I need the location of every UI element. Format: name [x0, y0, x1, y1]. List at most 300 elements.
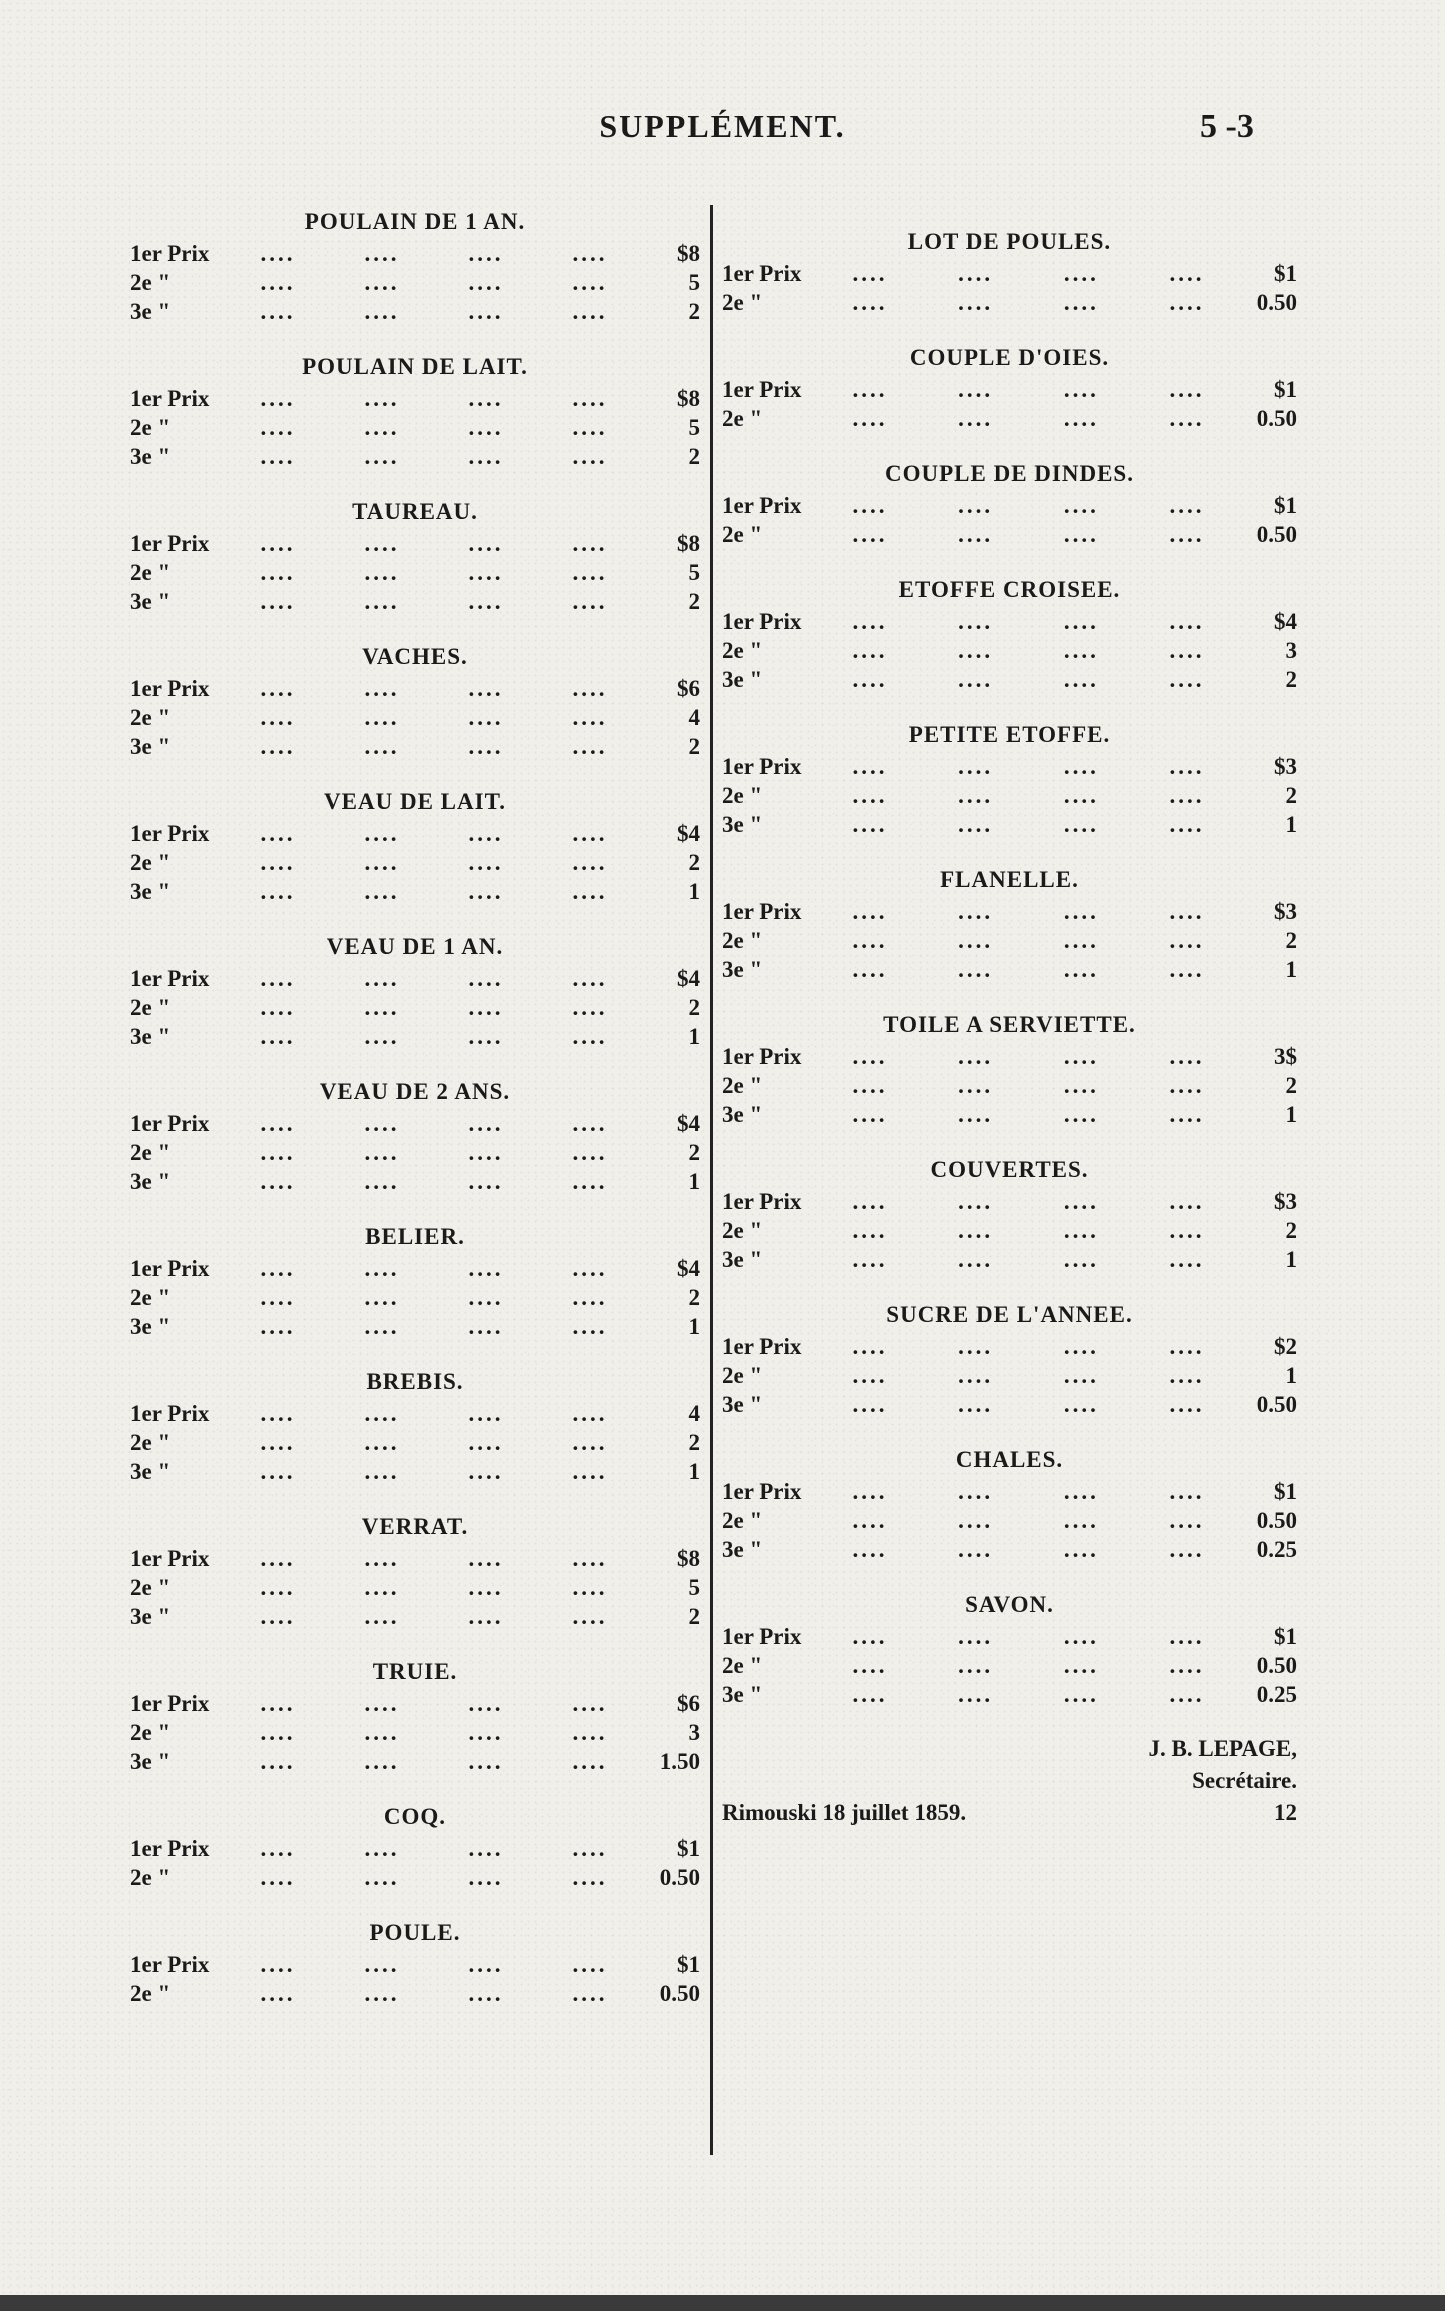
prize-amount: 2: [1285, 783, 1297, 808]
prize-rank: 2e ": [130, 1575, 171, 1600]
section-title: COUVERTES.: [930, 1157, 1089, 1182]
prize-rank: 1er Prix: [722, 493, 802, 518]
dot-leaders: .... .... .... ....: [852, 1392, 1205, 1417]
prize-amount: 2: [688, 850, 700, 875]
prize-row: [130, 877, 700, 906]
prize-amount: $8: [677, 386, 700, 411]
prize-amount: 1: [688, 1314, 700, 1339]
dot-leaders: .... .... .... ....: [852, 754, 1205, 779]
dot-leaders: .... .... .... ....: [260, 1981, 608, 2006]
prize-rank: 3e ": [130, 1459, 171, 1484]
dot-leaders: .... .... .... ....: [852, 1624, 1205, 1649]
prize-section: [130, 1916, 700, 2008]
bottom-edge-band: [0, 2295, 1445, 2311]
prize-amount: 4: [688, 1401, 700, 1426]
prize-amount: $6: [677, 1691, 700, 1716]
prize-amount: 2: [688, 995, 700, 1020]
prize-row: [722, 1042, 1297, 1071]
prize-amount: 2: [688, 589, 700, 614]
dot-leaders: .... .... .... ....: [852, 957, 1205, 982]
prize-section: [722, 1443, 1297, 1564]
section-title: COUPLE D'OIES.: [909, 345, 1110, 370]
prize-rank: 1er Prix: [130, 386, 210, 411]
right-column: [722, 225, 1297, 1829]
dot-leaders: .... .... .... ....: [260, 1169, 608, 1194]
dot-leaders: .... .... .... ....: [260, 444, 608, 469]
prize-amount: 0.50: [1256, 1392, 1297, 1417]
dot-leaders: .... .... .... ....: [260, 1459, 608, 1484]
prize-rank: 1er Prix: [722, 1044, 802, 1069]
dot-leaders: .... .... .... ....: [260, 386, 608, 411]
prize-row: [130, 674, 700, 703]
prize-row: [130, 297, 700, 326]
prize-row: [722, 404, 1297, 433]
prize-rank: 1er Prix: [130, 676, 210, 701]
prize-rank: 2e ": [130, 270, 171, 295]
dot-leaders: .... .... .... ....: [852, 928, 1205, 953]
dot-leaders: .... .... .... ....: [852, 609, 1205, 634]
prize-amount: $1: [677, 1836, 700, 1861]
prize-amount: $8: [677, 531, 700, 556]
prize-row: [130, 1283, 700, 1312]
dot-leaders: .... .... .... ....: [260, 734, 608, 759]
dot-leaders: .... .... .... ....: [852, 406, 1205, 431]
prize-row: [722, 259, 1297, 288]
prize-row: [130, 732, 700, 761]
prize-row: [130, 1573, 700, 1602]
prize-row: [130, 413, 700, 442]
prize-rank: 1er Prix: [130, 531, 210, 556]
prize-row: [722, 1477, 1297, 1506]
prize-amount: 3: [688, 1720, 700, 1745]
prize-rank: 1er Prix: [722, 1334, 802, 1359]
prize-amount: 2: [688, 299, 700, 324]
prize-section: [722, 863, 1297, 984]
prize-row: [130, 384, 700, 413]
prize-amount: 2: [688, 444, 700, 469]
prize-rank: 3e ": [130, 299, 171, 324]
prize-section: [130, 205, 700, 326]
prize-rank: 2e ": [722, 1218, 763, 1243]
signature-name: J. B. LEPAGE,: [1148, 1736, 1297, 1761]
prize-row: [130, 964, 700, 993]
dot-leaders: .... .... .... ....: [260, 1285, 608, 1310]
dot-leaders: .... .... .... ....: [852, 638, 1205, 663]
section-title: POULE.: [369, 1920, 461, 1945]
prize-amount: 1: [688, 1459, 700, 1484]
prize-row: [130, 558, 700, 587]
prize-amount: 1: [688, 1169, 700, 1194]
prize-rank: 2e ": [722, 1653, 763, 1678]
section-title: POULAIN DE 1 AN.: [304, 209, 526, 234]
prize-amount: 1: [1285, 1247, 1297, 1272]
dot-leaders: .... .... .... ....: [260, 705, 608, 730]
prize-rank: 1er Prix: [130, 241, 210, 266]
prize-row: [722, 897, 1297, 926]
prize-amount: 2: [1285, 928, 1297, 953]
prize-row: [130, 1399, 700, 1428]
prize-section: [722, 225, 1297, 317]
prize-amount: 2: [688, 1140, 700, 1165]
prize-row: [722, 752, 1297, 781]
prize-rank: 2e ": [130, 1430, 171, 1455]
prize-amount: $1: [1274, 377, 1297, 402]
dot-leaders: .... .... .... ....: [260, 531, 608, 556]
prize-section: [722, 573, 1297, 694]
prize-section: [130, 1800, 700, 1892]
prize-rank: 1er Prix: [130, 1836, 210, 1861]
prize-row: [130, 1689, 700, 1718]
prize-amount: 2: [688, 1604, 700, 1629]
prize-amount: $8: [677, 241, 700, 266]
prize-rank: 2e ": [130, 1285, 171, 1310]
left-column: [130, 205, 700, 2032]
column-divider: [710, 205, 713, 2155]
prize-rank: 1er Prix: [722, 754, 802, 779]
section-title: PETITE ETOFFE.: [908, 722, 1111, 747]
section-title: VEAU DE 1 AN.: [326, 934, 504, 959]
prize-row: [130, 1718, 700, 1747]
dot-leaders: .... .... .... ....: [260, 1401, 608, 1426]
prize-row: [130, 1022, 700, 1051]
dot-leaders: .... .... .... ....: [260, 1546, 608, 1571]
section-title: LOT DE POULES.: [907, 229, 1112, 254]
dot-leaders: .... .... .... ....: [852, 1479, 1205, 1504]
prize-rank: 3e ": [130, 734, 171, 759]
prize-row: [130, 1109, 700, 1138]
prize-section: [130, 1220, 700, 1341]
prize-row: [722, 607, 1297, 636]
dot-leaders: .... .... .... ....: [852, 899, 1205, 924]
prize-amount: 5: [688, 560, 700, 585]
prize-rank: 2e ": [130, 850, 171, 875]
prize-rank: 2e ": [130, 1981, 171, 2006]
dot-leaders: .... .... .... ....: [260, 850, 608, 875]
prize-rank: 3e ": [130, 1169, 171, 1194]
section-title: TOILE A SERVIETTE.: [883, 1012, 1136, 1037]
prize-amount: 0.50: [1256, 1653, 1297, 1678]
dot-leaders: .... .... .... ....: [852, 1102, 1205, 1127]
dot-leaders: .... .... .... ....: [260, 676, 608, 701]
prize-amount: $2: [1274, 1334, 1297, 1359]
prize-row: [130, 587, 700, 616]
section-title: FLANELLE.: [940, 867, 1079, 892]
prize-row: [722, 520, 1297, 549]
prize-amount: $4: [677, 821, 700, 846]
prize-row: [722, 288, 1297, 317]
dot-leaders: .... .... .... ....: [852, 1247, 1205, 1272]
prize-rank: 3e ": [722, 957, 763, 982]
prize-rank: 1er Prix: [722, 377, 802, 402]
prize-section: [130, 640, 700, 761]
prize-rank: 1er Prix: [130, 1691, 210, 1716]
prize-row: [130, 1312, 700, 1341]
section-title: SUCRE DE L'ANNEE.: [886, 1302, 1133, 1327]
prize-section: [722, 457, 1297, 549]
prize-row: [722, 491, 1297, 520]
prize-section: [130, 1365, 700, 1486]
prize-rank: 2e ": [722, 406, 763, 431]
prize-amount: $3: [1274, 899, 1297, 924]
prize-amount: 0.50: [659, 1865, 700, 1890]
section-title: SAVON.: [965, 1592, 1054, 1617]
prize-section: [722, 1153, 1297, 1274]
dot-leaders: .... .... .... ....: [260, 1836, 608, 1861]
prize-rank: 1er Prix: [130, 1111, 210, 1136]
prize-rank: 3e ": [722, 1682, 763, 1707]
prize-rank: 1er Prix: [722, 261, 802, 286]
prize-rank: 2e ": [130, 1140, 171, 1165]
prize-row: [130, 529, 700, 558]
prize-amount: 0.25: [1256, 1682, 1297, 1707]
prize-rank: 3e ": [130, 1604, 171, 1629]
prize-rank: 3e ": [722, 667, 763, 692]
prize-row: [130, 1602, 700, 1631]
prize-rank: 3e ": [722, 1392, 763, 1417]
prize-row: [130, 1428, 700, 1457]
prize-amount: 1: [1285, 1363, 1297, 1388]
prize-rank: 2e ": [130, 560, 171, 585]
prize-rank: 2e ": [130, 705, 171, 730]
prize-row: [722, 1680, 1297, 1709]
prize-amount: 1: [1285, 812, 1297, 837]
dot-leaders: .... .... .... ....: [260, 1865, 608, 1890]
prize-row: [722, 810, 1297, 839]
prize-amount: $8: [677, 1546, 700, 1571]
dot-leaders: .... .... .... ....: [260, 299, 608, 324]
dot-leaders: .... .... .... ....: [260, 1024, 608, 1049]
prize-amount: 1: [1285, 957, 1297, 982]
prize-section: [722, 1298, 1297, 1419]
prize-row: [722, 636, 1297, 665]
prize-amount: 0.50: [1256, 290, 1297, 315]
prize-rank: 1er Prix: [130, 966, 210, 991]
prize-section: [130, 495, 700, 616]
prize-rank: 1er Prix: [722, 899, 802, 924]
section-title: TRUIE.: [372, 1659, 458, 1684]
dot-leaders: .... .... .... ....: [852, 1537, 1205, 1562]
dot-leaders: .... .... .... ....: [260, 1720, 608, 1745]
dot-leaders: .... .... .... ....: [260, 560, 608, 585]
prize-rank: 2e ": [722, 522, 763, 547]
prize-row: [130, 268, 700, 297]
dot-leaders: .... .... .... ....: [852, 377, 1205, 402]
right-sections: [722, 225, 1297, 1709]
dot-leaders: .... .... .... ....: [260, 879, 608, 904]
prize-row: [722, 1651, 1297, 1680]
prize-rank: 2e ": [722, 1508, 763, 1533]
prize-row: [130, 1457, 700, 1486]
prize-rank: 2e ": [130, 1720, 171, 1745]
dot-leaders: .... .... .... ....: [260, 1430, 608, 1455]
dot-leaders: .... .... .... ....: [260, 1604, 608, 1629]
prize-amount: 0.50: [659, 1981, 700, 2006]
prize-amount: $4: [1274, 609, 1297, 634]
prize-rank: 1er Prix: [130, 1952, 210, 1977]
prize-rank: 2e ": [130, 415, 171, 440]
prize-section: [130, 1510, 700, 1631]
prize-section: [722, 1008, 1297, 1129]
prize-section: [722, 718, 1297, 839]
dot-leaders: .... .... .... ....: [852, 1508, 1205, 1533]
prize-amount: $1: [1274, 493, 1297, 518]
prize-row: [722, 1332, 1297, 1361]
dot-leaders: .... .... .... ....: [260, 1140, 608, 1165]
dot-leaders: .... .... .... ....: [852, 290, 1205, 315]
prize-rank: 1er Prix: [130, 1546, 210, 1571]
prize-rank: 2e ": [722, 638, 763, 663]
prize-row: [130, 1863, 700, 1892]
prize-rank: 2e ": [130, 995, 171, 1020]
prize-section: [130, 785, 700, 906]
prize-amount: $3: [1274, 1189, 1297, 1214]
prize-amount: $1: [1274, 1624, 1297, 1649]
prize-rank: 3e ": [130, 1314, 171, 1339]
section-title: VEAU DE 2 ANS.: [319, 1079, 511, 1104]
prize-row: [722, 665, 1297, 694]
prize-amount: $4: [677, 1256, 700, 1281]
section-title: COQ.: [383, 1804, 447, 1829]
prize-rank: 3e ": [130, 1749, 171, 1774]
prize-rank: 1er Prix: [130, 1401, 210, 1426]
dot-leaders: .... .... .... ....: [260, 589, 608, 614]
dot-leaders: .... .... .... ....: [852, 493, 1205, 518]
prize-rank: 3e ": [130, 589, 171, 614]
prize-amount: $4: [677, 1111, 700, 1136]
prize-row: [722, 926, 1297, 955]
dot-leaders: .... .... .... ....: [852, 1073, 1205, 1098]
prize-row: [722, 1535, 1297, 1564]
prize-amount: $3: [1274, 754, 1297, 779]
section-title: TAUREAU.: [352, 499, 478, 524]
prize-row: [722, 1361, 1297, 1390]
prize-rank: 2e ": [722, 1363, 763, 1388]
prize-row: [722, 375, 1297, 404]
prize-section: [130, 1075, 700, 1196]
prize-amount: 2: [1285, 667, 1297, 692]
prize-amount: 2: [688, 1285, 700, 1310]
dot-leaders: .... .... .... ....: [260, 995, 608, 1020]
dot-leaders: .... .... .... ....: [852, 1044, 1205, 1069]
prize-rank: 2e ": [722, 928, 763, 953]
section-title: VEAU DE LAIT.: [324, 789, 506, 814]
prize-amount: 4: [688, 705, 700, 730]
prize-row: [130, 1979, 700, 2008]
prize-amount: 2: [688, 734, 700, 759]
prize-amount: $1: [1274, 1479, 1297, 1504]
dot-leaders: .... .... .... ....: [260, 1749, 608, 1774]
dot-leaders: .... .... .... ....: [260, 821, 608, 846]
dot-leaders: .... .... .... ....: [260, 1111, 608, 1136]
prize-amount: $1: [677, 1952, 700, 1977]
section-title: VERRAT.: [361, 1514, 469, 1539]
section-title: BELIER.: [365, 1224, 465, 1249]
prize-row: [130, 1167, 700, 1196]
prize-section: [722, 1588, 1297, 1709]
prize-amount: 2: [1285, 1218, 1297, 1243]
dot-leaders: .... .... .... ....: [260, 1314, 608, 1339]
dot-leaders: .... .... .... ....: [852, 1218, 1205, 1243]
dot-leaders: .... .... .... ....: [852, 1334, 1205, 1359]
prize-amount: 2: [1285, 1073, 1297, 1098]
prize-row: [130, 819, 700, 848]
prize-row: [130, 239, 700, 268]
prize-row: [130, 1747, 700, 1776]
prize-row: [722, 1071, 1297, 1100]
prize-row: [130, 1254, 700, 1283]
prize-rank: 1er Prix: [722, 609, 802, 634]
prize-row: [722, 955, 1297, 984]
prize-rank: 3e ": [722, 1537, 763, 1562]
prize-row: [130, 1950, 700, 1979]
prize-row: [130, 993, 700, 1022]
dot-leaders: .... .... .... ....: [852, 1189, 1205, 1214]
prize-amount: 1.50: [659, 1749, 700, 1774]
dot-leaders: .... .... .... ....: [260, 1575, 608, 1600]
dot-leaders: .... .... .... ....: [852, 812, 1205, 837]
prize-row: [722, 1187, 1297, 1216]
prize-rank: 3e ": [130, 879, 171, 904]
page-title: SUPPLÉMENT.: [599, 108, 846, 144]
page-number-mark: 5 -3: [1200, 108, 1254, 145]
dot-leaders: .... .... .... ....: [260, 966, 608, 991]
prize-row: [722, 781, 1297, 810]
prize-amount: 2: [688, 1430, 700, 1455]
dot-leaders: .... .... .... ....: [852, 783, 1205, 808]
prize-amount: 0.25: [1256, 1537, 1297, 1562]
prize-rank: 1er Prix: [722, 1479, 802, 1504]
prize-rank: 1er Prix: [130, 1256, 210, 1281]
prize-amount: 0.50: [1256, 1508, 1297, 1533]
prize-rank: 1er Prix: [722, 1189, 802, 1214]
prize-amount: 1: [688, 1024, 700, 1049]
prize-rank: 2e ": [722, 290, 763, 315]
prize-rank: 2e ": [130, 1865, 171, 1890]
prize-rank: 2e ": [722, 783, 763, 808]
prize-section: [130, 930, 700, 1051]
prize-row: [130, 1834, 700, 1863]
prize-row: [722, 1506, 1297, 1535]
prize-rank: 1er Prix: [130, 821, 210, 846]
prize-rank: 2e ": [722, 1073, 763, 1098]
section-title: COUPLE DE DINDES.: [885, 461, 1134, 486]
prize-row: [722, 1100, 1297, 1129]
prize-rank: 3e ": [130, 444, 171, 469]
prize-row: [130, 848, 700, 877]
signature-role: Secrétaire.: [1192, 1768, 1297, 1793]
dot-leaders: .... .... .... ....: [260, 1952, 608, 1977]
dot-leaders: .... .... .... ....: [852, 1682, 1205, 1707]
section-title: POULAIN DE LAIT.: [302, 354, 528, 379]
prize-amount: $4: [677, 966, 700, 991]
section-title: CHALES.: [955, 1447, 1064, 1472]
prize-row: [722, 1216, 1297, 1245]
prize-amount: $1: [1274, 261, 1297, 286]
prize-amount: 3$: [1274, 1044, 1297, 1069]
dot-leaders: .... .... .... ....: [852, 1363, 1205, 1388]
prize-row: [722, 1390, 1297, 1419]
prize-row: [722, 1622, 1297, 1651]
prize-section: [722, 341, 1297, 433]
dot-leaders: .... .... .... ....: [260, 241, 608, 266]
dot-leaders: .... .... .... ....: [260, 270, 608, 295]
prize-row: [130, 1544, 700, 1573]
section-title: VACHES.: [362, 644, 468, 669]
prize-rank: 1er Prix: [722, 1624, 802, 1649]
dot-leaders: .... .... .... ....: [260, 1691, 608, 1716]
prize-row: [130, 703, 700, 732]
prize-rank: 3e ": [722, 1247, 763, 1272]
